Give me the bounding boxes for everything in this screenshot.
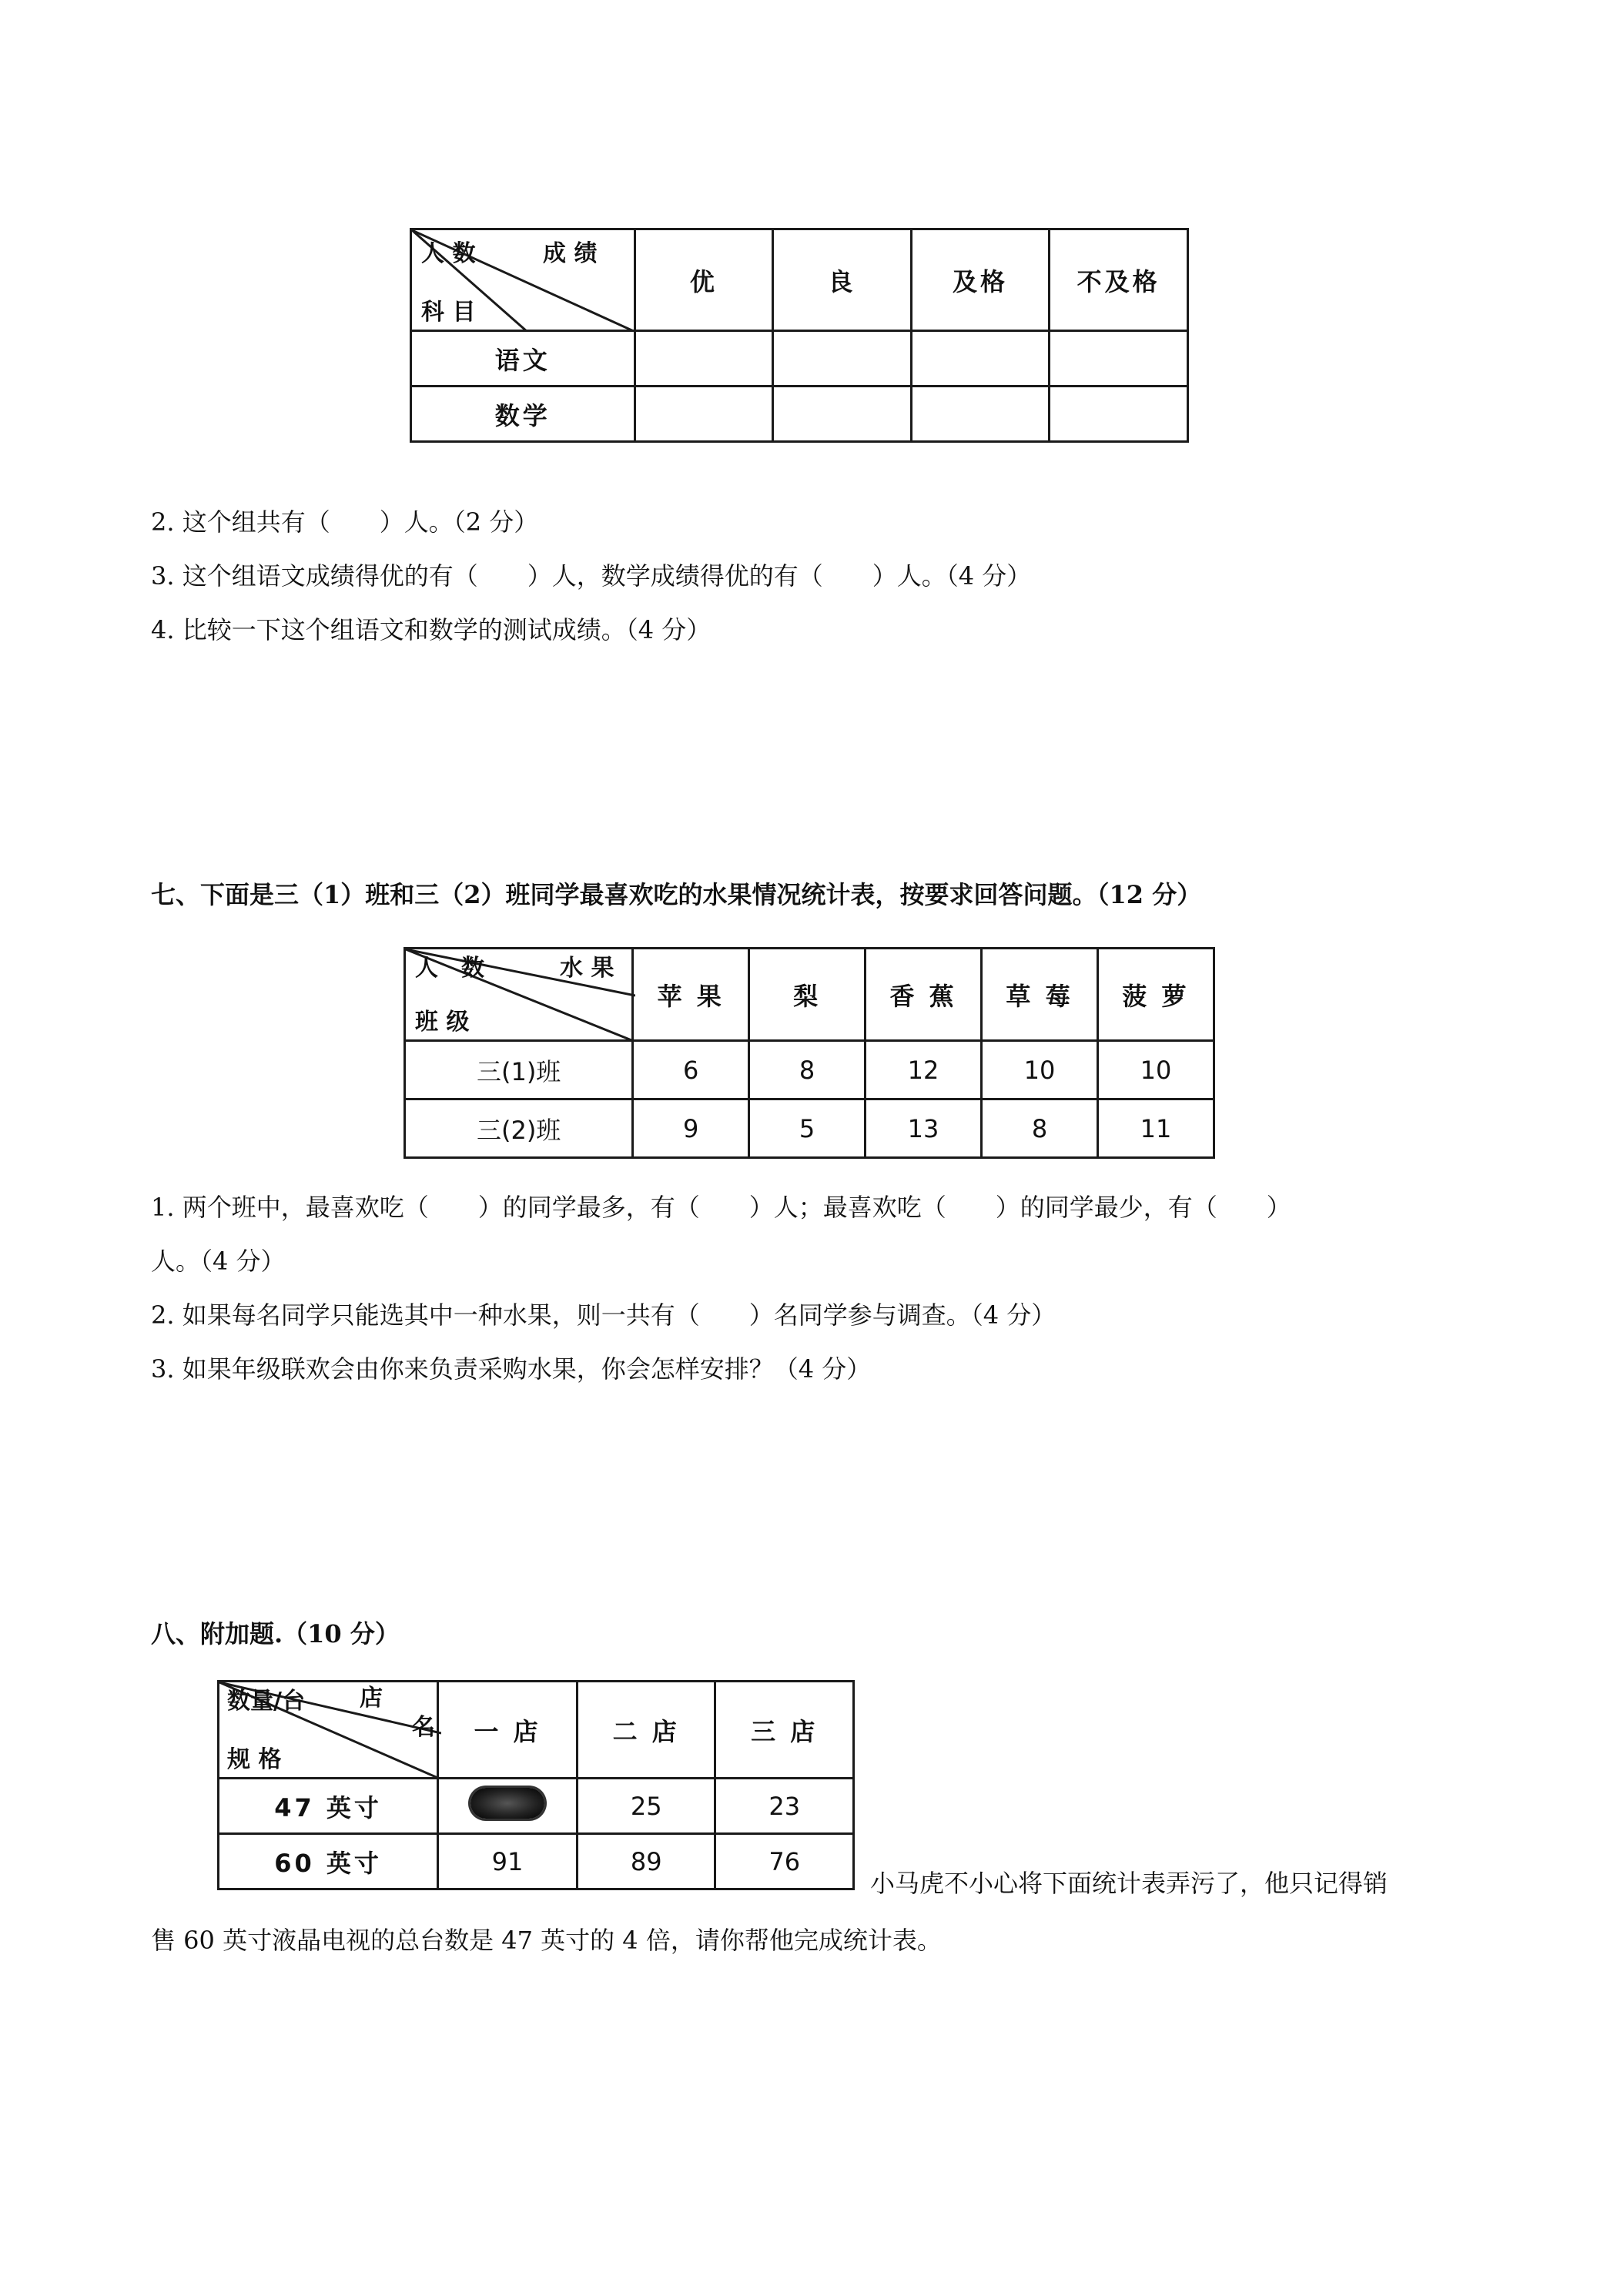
s8-text-line-1: 小马虎不小心将下面统计表弄污了，他只记得销 [870,1869,1388,1898]
table-cell[interactable] [635,331,773,387]
table-cell: 91 [438,1834,578,1889]
table-cell: 23 [715,1779,854,1834]
col-header: 香 蕉 [866,949,982,1041]
corner-label-middle: 人 数 [421,240,476,267]
table-cell: 5 [749,1099,866,1158]
corner-label-top-left: 人 数 [415,955,484,982]
table-cell: 9 [633,1099,749,1158]
table-cell: 11 [1097,1099,1214,1158]
corner-label-bottom: 规 格 [227,1746,282,1773]
row-label: 60 英寸 [219,1834,438,1889]
col-header: 菠 萝 [1097,949,1214,1041]
corner-label-bottom: 班 级 [415,1009,470,1036]
col-header: 一 店 [438,1682,578,1779]
question-3: 3. 这个组语文成绩得优的有（ ）人，数学成绩得优的有（ ）人。（4 分） [151,561,1032,591]
table-cell: 89 [577,1834,715,1889]
col-header: 及格 [911,229,1050,331]
table-cell: 8 [982,1099,1098,1158]
corner-label-top-right: 店 [360,1685,383,1712]
row-label: 三(1)班 [405,1041,633,1099]
col-header: 三 店 [715,1682,854,1779]
table-cell[interactable] [911,331,1050,387]
table-cell: 6 [633,1041,749,1099]
table-cell[interactable] [1050,387,1188,442]
col-header: 不及格 [1050,229,1188,331]
table-cell[interactable] [635,387,773,442]
section-7-title: 七、下面是三（1）班和三（2）班同学最喜欢吃的水果情况统计表，按要求回答问题。（12 分） [151,880,1202,909]
table-cell: 25 [577,1779,715,1834]
table-cell: 8 [749,1041,866,1099]
table-cell[interactable] [911,387,1050,442]
fruit-table-corner [405,949,633,1041]
row-label: 语文 [411,331,635,387]
table-cell[interactable] [773,331,912,387]
table-cell: 76 [715,1834,854,1889]
row-label: 数学 [411,387,635,442]
tv-table-corner [219,1682,438,1779]
s7-question-1: 1. 两个班中，最喜欢吃（ ）的同学最多，有（ ）人；最喜欢吃（ ）的同学最少，有（ ） [151,1193,1291,1222]
s8-text-line-2: 售 60 英寸液晶电视的总台数是 47 英寸的 4 倍，请你帮他完成统计表。 [151,1926,942,1955]
table-cell: 10 [1097,1041,1214,1099]
table-cell[interactable] [773,387,912,442]
corner-label-bottom: 科 目 [421,299,476,326]
row-label: 三(2)班 [405,1099,633,1158]
s7-question-2: 2. 如果每名同学只能选其中一种水果，则一共有（ ）名同学参与调查。（4 分） [151,1300,1056,1330]
grade-table-corner [411,229,635,331]
col-header: 梨 [749,949,866,1041]
section-8-title: 八、附加题.（10 分） [151,1619,400,1648]
fruit-table [403,947,1215,1159]
question-2: 2. 这个组共有（ ）人。（2 分） [151,507,539,537]
table-cell[interactable] [1050,331,1188,387]
corner-label-top-left: 数量/台 [227,1688,305,1715]
grade-table [410,228,1189,443]
s7-question-1-cont: 人。（4 分） [151,1247,286,1276]
col-header: 优 [635,229,773,331]
corner-label-right: 名 [412,1714,435,1741]
col-header: 二 店 [577,1682,715,1779]
col-header: 良 [773,229,912,331]
corner-label-top-right: 水 果 [560,955,614,982]
smudged-cell[interactable] [438,1779,578,1834]
row-label: 47 英寸 [219,1779,438,1834]
ink-smudge [470,1788,544,1819]
tv-table [217,1680,855,1890]
col-header: 草 莓 [982,949,1098,1041]
table-cell: 10 [982,1041,1098,1099]
corner-label-top: 成 绩 [543,240,598,267]
question-4: 4. 比较一下这个组语文和数学的测试成绩。（4 分） [151,615,712,644]
s7-question-3: 3. 如果年级联欢会由你来负责采购水果，你会怎样安排？（4 分） [151,1354,872,1384]
col-header: 苹 果 [633,949,749,1041]
table-cell: 12 [866,1041,982,1099]
table-cell: 13 [866,1099,982,1158]
